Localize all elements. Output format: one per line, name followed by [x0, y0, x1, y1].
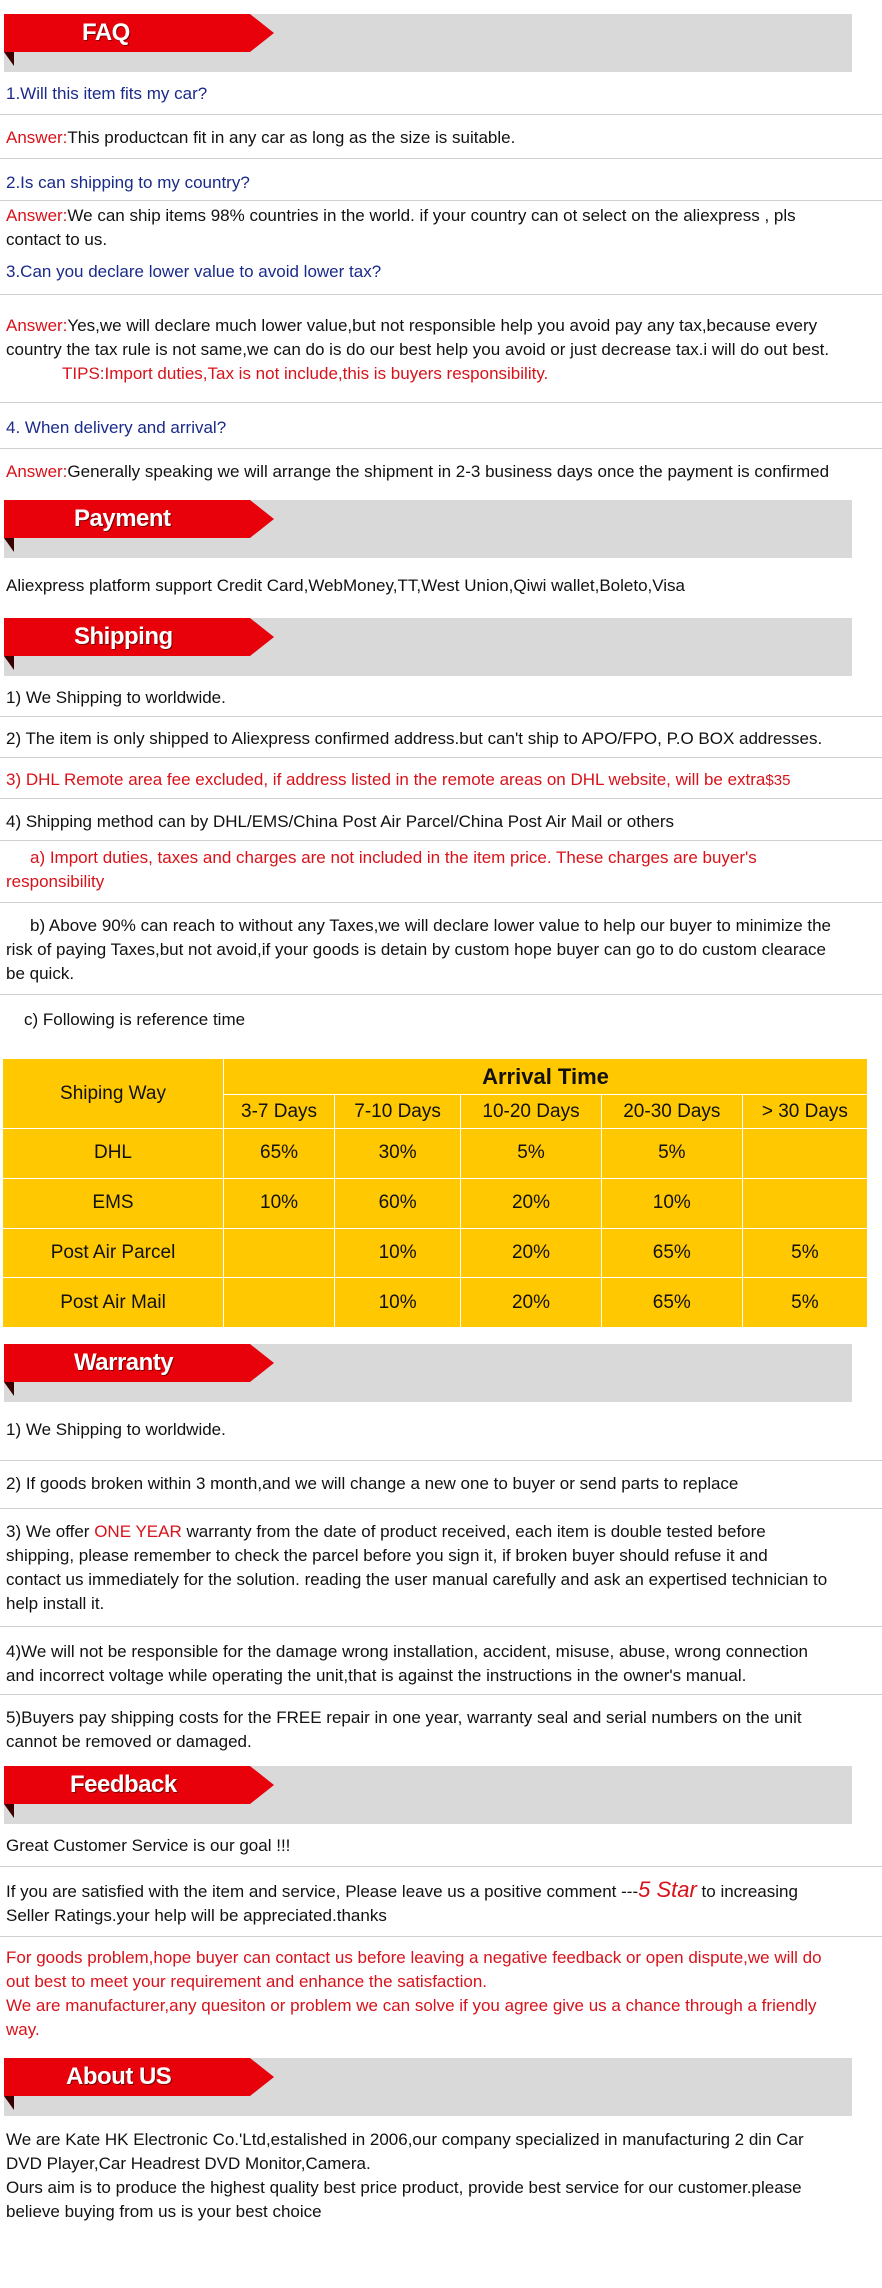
divider	[0, 757, 882, 758]
divider	[0, 114, 882, 115]
table-row	[3, 1129, 868, 1179]
cell: 30%	[335, 1129, 461, 1179]
faq-answer-2	[6, 204, 876, 228]
row-way: DHL	[3, 1129, 224, 1179]
shipping-note-b-cont2: be quick.	[6, 964, 75, 983]
divider	[0, 798, 882, 799]
faq-banner	[4, 14, 852, 72]
warranty-item-1: 1) We Shipping to worldwide.	[6, 1420, 226, 1439]
warranty-banner	[4, 1344, 852, 1402]
table-row	[3, 1228, 868, 1278]
answer-text: Yes,we will declare much lower value,but not responsible help you avoid pay any tax,because every	[67, 316, 818, 335]
cell: 5%	[601, 1129, 742, 1179]
shipping-note-a-cont: responsibility	[6, 872, 105, 891]
cell: 10%	[224, 1178, 335, 1228]
shipping-note-a: a) Import duties, taxes and charges are not included in the item price. These charges are buyer's	[30, 848, 757, 867]
payment-banner	[4, 500, 852, 558]
five-star-text: 5 Star	[638, 1877, 697, 1902]
faq-answer-1	[6, 126, 876, 150]
warranty-item-2: 2) If goods broken within 3 month,and we will change a new one to buyer or send parts to replace	[6, 1474, 739, 1493]
dhl-remote-text: 3) DHL Remote area fee excluded, if address listed in the remote areas on DHL website, will be extra	[6, 770, 766, 789]
feedback-problem: For goods problem,hope buyer can contact us before leaving a negative feedback or open dispute,we will do	[6, 1948, 822, 1967]
warranty-item-3-cont: shipping, please remember to check the parcel before you sign it, if broken buyer should refuse it and	[6, 1546, 768, 1565]
shipping-item-3	[6, 768, 876, 793]
answer-label: Answer:	[6, 316, 68, 335]
warranty-item-5: 5)Buyers pay shipping costs for the FREE repair in one year, warranty seal and serial numbers on the unit	[6, 1708, 802, 1727]
divider	[0, 1866, 882, 1867]
answer-label: Answer:	[6, 462, 68, 481]
faq-question-4: 4. When delivery and arrival?	[6, 418, 227, 437]
cell: 20%	[461, 1178, 602, 1228]
divider	[0, 448, 882, 449]
shipping-item-2: 2) The item is only shipped to Aliexpress confirmed address.but can't ship to APO/FPO, P.O BOX addresses.	[6, 729, 823, 748]
warranty-item-3	[6, 1520, 876, 1544]
ribbon-fold	[4, 1382, 14, 1396]
answer-text: We can ship items 98% countries in the world. if your country can ot select on the aliexpress , pls	[67, 206, 796, 225]
row-way: Post Air Mail	[3, 1278, 224, 1328]
table-row	[3, 1178, 868, 1228]
faq-question-3: 3.Can you declare lower value to avoid lower tax?	[6, 262, 382, 281]
divider	[0, 1626, 882, 1627]
answer-label: Answer:	[6, 128, 68, 147]
remote-fee: $35	[765, 772, 791, 789]
divider	[0, 994, 882, 995]
ribbon-arrow	[4, 14, 274, 52]
divider	[0, 1694, 882, 1695]
table-row	[3, 1278, 868, 1328]
header-shipping-way: Shiping Way	[3, 1059, 224, 1129]
warranty-item-4-cont: and incorrect voltage while operating the unit,that is against the instructions in the owner's manual.	[6, 1666, 747, 1685]
cell: 5%	[742, 1228, 867, 1278]
header-col-5: > 30 Days	[742, 1095, 867, 1129]
about-text-4: believe buying from us is your best choice	[6, 2202, 322, 2221]
cell: 10%	[335, 1278, 461, 1328]
cell: 10%	[601, 1178, 742, 1228]
cell	[224, 1278, 335, 1328]
divider	[0, 902, 882, 903]
shipping-note-b-cont: risk of paying Taxes,but not avoid,if your goods is detain by custom hope buyer can go to do custom clearace	[6, 940, 826, 959]
divider	[0, 1460, 882, 1461]
cell: 10%	[335, 1228, 461, 1278]
divider	[0, 402, 882, 403]
cell	[742, 1178, 867, 1228]
cell: 20%	[461, 1228, 602, 1278]
header-col-1: 3-7 Days	[224, 1095, 335, 1129]
about-text-3: Ours aim is to produce the highest quality best price product, provide best service for our customer.please	[6, 2178, 802, 2197]
faq-answer-3	[6, 314, 876, 338]
w3-post: warranty from the date of product received, each item is double tested before	[181, 1522, 766, 1541]
one-year-highlight: ONE YEAR	[94, 1522, 182, 1541]
ribbon-fold	[4, 52, 14, 66]
cell: 65%	[601, 1278, 742, 1328]
f2-pre: If you are satisfied with the item and service, Please leave us a positive comment ---	[6, 1882, 639, 1901]
cell: 60%	[335, 1178, 461, 1228]
banner-title: FAQ	[82, 19, 130, 46]
answer-text: Generally speaking we will arrange the shipment in 2-3 business days once the payment is confirmed	[67, 462, 830, 481]
banner-title: About US	[66, 2063, 172, 2090]
cell: 65%	[224, 1129, 335, 1179]
header-col-3: 10-20 Days	[461, 1095, 602, 1129]
cell: 65%	[601, 1228, 742, 1278]
shipping-item-4: 4) Shipping method can by DHL/EMS/China Post Air Parcel/China Post Air Mail or others	[6, 812, 675, 831]
shipping-note-b: b) Above 90% can reach to without any Taxes,we will declare lower value to help our buyer to minimize the	[30, 916, 832, 935]
about-text-2: DVD Player,Car Headrest DVD Monitor,Camera.	[6, 2154, 371, 2173]
header-arrival-time: Arrival Time	[224, 1059, 868, 1095]
banner-title: Feedback	[70, 1771, 177, 1798]
divider	[0, 716, 882, 717]
about-banner	[4, 2058, 852, 2116]
divider	[0, 840, 882, 841]
feedback-manufacturer-cont: way.	[6, 2020, 40, 2039]
row-way: EMS	[3, 1178, 224, 1228]
faq-answer-3-cont: country the tax rule is not same,we can do is do our best help you avoid or just decrease tax.i will do out best.	[6, 340, 830, 359]
w3-pre: 3) We offer	[6, 1522, 95, 1541]
faq-answer-2-cont: contact to us.	[6, 230, 108, 249]
faq-question-2: 2.Is can shipping to my country?	[6, 173, 250, 192]
answer-label: Answer:	[6, 206, 68, 225]
banner-title: Warranty	[74, 1349, 174, 1376]
warranty-item-4: 4)We will not be responsible for the damage wrong installation, accident, misuse, abuse, wrong connection	[6, 1642, 808, 1661]
divider	[0, 294, 882, 295]
about-text-1: We are Kate HK Electronic Co.'Ltd,estalished in 2006,our company specialized in manufacturing 2 din Car	[6, 2130, 804, 2149]
faq-answer-4	[6, 460, 876, 484]
ribbon-fold	[4, 538, 14, 552]
cell	[224, 1228, 335, 1278]
shipping-note-c: c) Following is reference time	[24, 1010, 246, 1029]
cell: 5%	[461, 1129, 602, 1179]
warranty-item-5-cont: cannot be removed or damaged.	[6, 1732, 252, 1751]
arrival-time-table	[2, 1058, 868, 1328]
faq-question-1: 1.Will this item fits my car?	[6, 84, 208, 103]
warranty-item-3-cont3: help install it.	[6, 1594, 105, 1613]
payment-methods: Aliexpress platform support Credit Card,WebMoney,TT,West Union,Qiwi wallet,Boleto,Visa	[6, 576, 686, 595]
ribbon-fold	[4, 656, 14, 670]
banner-title: Payment	[74, 505, 171, 532]
divider	[0, 158, 882, 159]
feedback-request-cont: Seller Ratings.your help will be appreciated.thanks	[6, 1906, 387, 1925]
cell: 5%	[742, 1278, 867, 1328]
shipping-item-1: 1) We Shipping to worldwide.	[6, 688, 226, 707]
f2-post: to increasing	[696, 1882, 798, 1901]
feedback-request	[6, 1878, 876, 1904]
cell	[742, 1129, 867, 1179]
header-col-4: 20-30 Days	[601, 1095, 742, 1129]
divider	[0, 1508, 882, 1509]
feedback-banner	[4, 1766, 852, 1824]
feedback-problem-cont: out best to meet your requirement and enhance the satisfaction.	[6, 1972, 488, 1991]
faq-tips: TIPS:Import duties,Tax is not include,this is buyers responsibility.	[62, 364, 549, 383]
answer-text: This productcan fit in any car as long as the size is suitable.	[67, 128, 516, 147]
shipping-banner	[4, 618, 852, 676]
feedback-manufacturer: We are manufacturer,any quesiton or problem we can solve if you agree give us a chance through a friendly	[6, 1996, 817, 2015]
header-col-2: 7-10 Days	[335, 1095, 461, 1129]
divider	[0, 1936, 882, 1937]
ribbon-fold	[4, 2096, 14, 2110]
feedback-goal: Great Customer Service is our goal !!!	[6, 1836, 291, 1855]
ribbon-fold	[4, 1804, 14, 1818]
cell: 20%	[461, 1278, 602, 1328]
divider	[0, 200, 882, 201]
row-way: Post Air Parcel	[3, 1228, 224, 1278]
warranty-item-3-cont2: contact us immediately for the solution. reading the user manual carefully and ask an expertised technician to	[6, 1570, 828, 1589]
banner-title: Shipping	[74, 623, 173, 650]
